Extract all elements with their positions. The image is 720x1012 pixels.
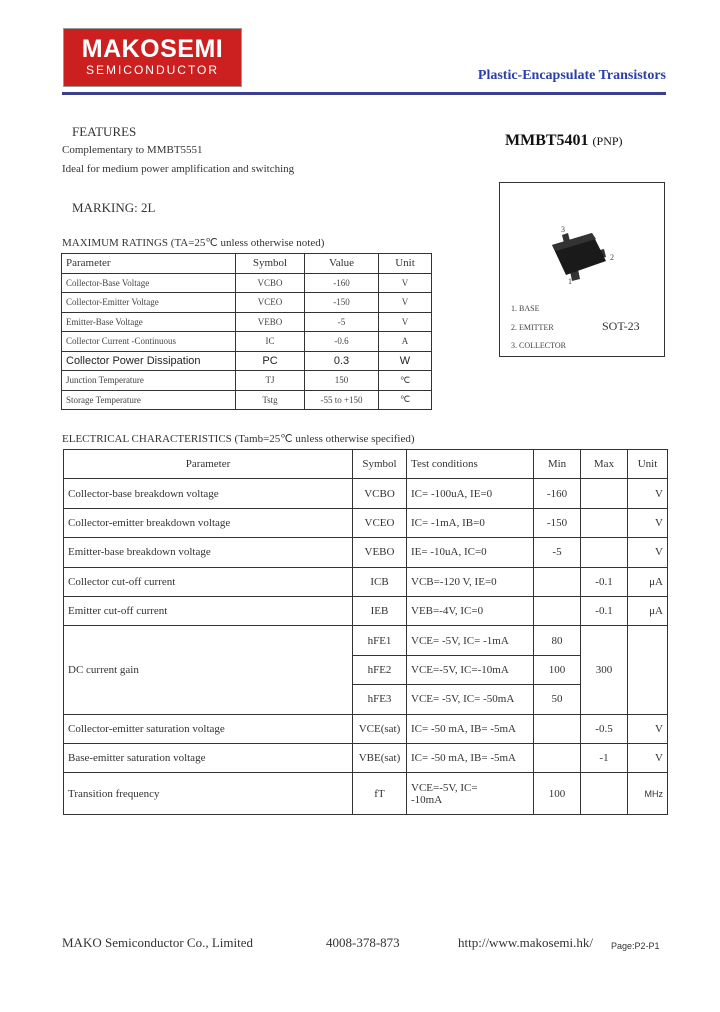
cell: IEB — [353, 596, 407, 625]
cell: VEB=-4V, IC=0 — [407, 596, 534, 625]
cell: IC= -50 mA, IB= -5mA — [407, 714, 534, 743]
table-header-row — [64, 450, 668, 479]
cell: Collector-emitter saturation voltage — [64, 714, 353, 743]
cell: V — [628, 538, 668, 567]
header-cell: Value — [305, 254, 379, 274]
cell: VCBO — [236, 273, 305, 293]
pin-label: 2. EMITTER — [511, 323, 554, 332]
cell: fT — [353, 773, 407, 815]
cell: Emitter cut-off current — [64, 596, 353, 625]
electrical-title: ELECTRICAL CHARACTERISTICS (Tamb=25℃ unless otherwise specified) — [62, 433, 415, 445]
logo-brand: MAKOSEMI — [81, 35, 224, 63]
cell: -150 — [534, 508, 581, 537]
footer-phone: 4008-378-873 — [326, 935, 400, 950]
header-cell: Unit — [628, 450, 668, 479]
cell: VCEO — [353, 508, 407, 537]
cell: IC= -1mA, IB=0 — [407, 508, 534, 537]
cell: 50 — [534, 685, 581, 714]
max-ratings-table — [61, 253, 432, 410]
cell: hFE2 — [353, 655, 407, 684]
table-row — [64, 538, 668, 567]
cell: Emitter-base breakdown voltage — [64, 538, 353, 567]
cell: V — [628, 714, 668, 743]
cell: Collector-base breakdown voltage — [64, 479, 353, 508]
table-row — [64, 567, 668, 596]
cell — [581, 538, 628, 567]
cell: -150 — [305, 293, 379, 313]
table-row — [64, 626, 668, 655]
part-number-text: MMBT5401 — [505, 132, 589, 149]
cell: IC= -100uA, IE=0 — [407, 479, 534, 508]
table-row — [62, 312, 432, 332]
cell: VCE= -5V, IC= -1mA — [407, 626, 534, 655]
cell: V — [628, 743, 668, 772]
header-cell: Symbol — [353, 450, 407, 479]
pin-number-3: 3 — [561, 225, 565, 234]
table-header-row — [62, 254, 432, 274]
cell: -1 — [581, 743, 628, 772]
cell: Collector-emitter breakdown voltage — [64, 508, 353, 537]
features-title: FEATURES — [72, 124, 137, 139]
table-row — [64, 714, 668, 743]
cell: V — [628, 479, 668, 508]
cell — [534, 714, 581, 743]
cell: Collector cut-off current — [64, 567, 353, 596]
cell: IE= -10uA, IC=0 — [407, 538, 534, 567]
cell: -0.5 — [581, 714, 628, 743]
table-row — [62, 273, 432, 293]
pin-label: 3. COLLECTOR — [511, 341, 566, 350]
footer-url-link[interactable]: http://www.makosemi.hk/ — [458, 935, 593, 950]
cell — [407, 773, 534, 815]
table-row — [62, 390, 432, 410]
cell: -5 — [305, 312, 379, 332]
cell: -160 — [534, 479, 581, 508]
cell: VEBO — [236, 312, 305, 332]
condition-line: -10mA — [411, 793, 443, 806]
pin-label: 1. BASE — [511, 304, 540, 313]
logo-subtitle: SEMICONDUCTOR — [85, 63, 220, 77]
cell: V — [628, 508, 668, 537]
cell: μA — [628, 596, 668, 625]
cell: MHz — [628, 773, 668, 815]
cell: μA — [628, 567, 668, 596]
header-cell: Parameter — [64, 450, 353, 479]
cell — [628, 626, 668, 714]
cell: IC= -50 mA, IB= -5mA — [407, 743, 534, 772]
company-logo — [63, 28, 242, 87]
cell: Transition frequency — [64, 773, 353, 815]
cell: V — [379, 293, 432, 313]
cell: 300 — [581, 626, 628, 714]
part-type: (PNP) — [592, 134, 623, 148]
cell: 150 — [305, 371, 379, 391]
cell: 100 — [534, 773, 581, 815]
header-cell: Unit — [379, 254, 432, 274]
cell: Collector-Base Voltage — [62, 273, 236, 293]
cell: -0.1 — [581, 596, 628, 625]
cell: PC — [236, 351, 305, 371]
package-diagram — [499, 182, 665, 357]
cell: VCE(sat) — [353, 714, 407, 743]
sot23-package-icon — [500, 183, 666, 293]
cell: VCE=-5V, IC=-10mA — [407, 655, 534, 684]
cell: ℃ — [379, 390, 432, 410]
cell: VCBO — [353, 479, 407, 508]
table-row — [62, 332, 432, 352]
part-number — [505, 132, 623, 150]
marking-code: MARKING: 2L — [72, 200, 156, 215]
cell: Collector-Emitter Voltage — [62, 293, 236, 313]
cell: Collector Current -Continuous — [62, 332, 236, 352]
table-row — [62, 371, 432, 391]
table-row — [64, 479, 668, 508]
cell: hFE1 — [353, 626, 407, 655]
table-row — [64, 596, 668, 625]
cell: VCB=-120 V, IE=0 — [407, 567, 534, 596]
cell: ICB — [353, 567, 407, 596]
cell: hFE3 — [353, 685, 407, 714]
pin-number-2: 2 — [610, 253, 614, 262]
table-row — [64, 773, 668, 815]
max-ratings-title: MAXIMUM RATINGS (TA=25℃ unless otherwise noted) — [62, 237, 325, 249]
header-title: Plastic-Encapsulate Transistors — [477, 68, 666, 83]
cell: Base-emitter saturation voltage — [64, 743, 353, 772]
table-row — [64, 508, 668, 537]
footer-company: MAKO Semiconductor Co., Limited — [62, 935, 254, 950]
cell — [534, 596, 581, 625]
cell: 80 — [534, 626, 581, 655]
cell: Tstg — [236, 390, 305, 410]
cell: -5 — [534, 538, 581, 567]
cell: DC current gain — [64, 626, 353, 714]
cell: -0.1 — [581, 567, 628, 596]
condition-line: VCE=-5V, IC= — [411, 781, 478, 794]
package-name: SOT-23 — [602, 319, 640, 333]
cell — [581, 479, 628, 508]
feature-item: Ideal for medium power amplification and switching — [62, 163, 295, 175]
cell: VCE= -5V, IC= -50mA — [407, 685, 534, 714]
cell: VEBO — [353, 538, 407, 567]
electrical-table — [63, 449, 668, 815]
cell: -55 to +150 — [305, 390, 379, 410]
cell: V — [379, 312, 432, 332]
cell: -0.6 — [305, 332, 379, 352]
table-row — [62, 351, 432, 371]
cell: Storage Temperature — [62, 390, 236, 410]
header-cell: Parameter — [62, 254, 236, 274]
header-divider — [62, 92, 666, 95]
cell: TJ — [236, 371, 305, 391]
cell: Junction Temperature — [62, 371, 236, 391]
cell: A — [379, 332, 432, 352]
cell: IC — [236, 332, 305, 352]
cell: 0.3 — [305, 351, 379, 371]
feature-item: Complementary to MMBT5551 — [62, 144, 203, 156]
header-cell: Test conditions — [407, 450, 534, 479]
cell — [534, 743, 581, 772]
cell — [581, 508, 628, 537]
cell: VCEO — [236, 293, 305, 313]
table-row — [64, 743, 668, 772]
cell: ℃ — [379, 371, 432, 391]
table-row — [62, 293, 432, 313]
header-cell: Min — [534, 450, 581, 479]
cell: VBE(sat) — [353, 743, 407, 772]
cell — [581, 773, 628, 815]
footer-page-number: Page:P2-P1 — [611, 941, 660, 951]
cell: Emitter-Base Voltage — [62, 312, 236, 332]
cell: 100 — [534, 655, 581, 684]
cell: Collector Power Dissipation — [62, 351, 236, 371]
cell — [534, 567, 581, 596]
cell: -160 — [305, 273, 379, 293]
cell: V — [379, 273, 432, 293]
cell: W — [379, 351, 432, 371]
header-cell: Max — [581, 450, 628, 479]
pin-number-1: 1 — [568, 277, 572, 286]
header-cell: Symbol — [236, 254, 305, 274]
